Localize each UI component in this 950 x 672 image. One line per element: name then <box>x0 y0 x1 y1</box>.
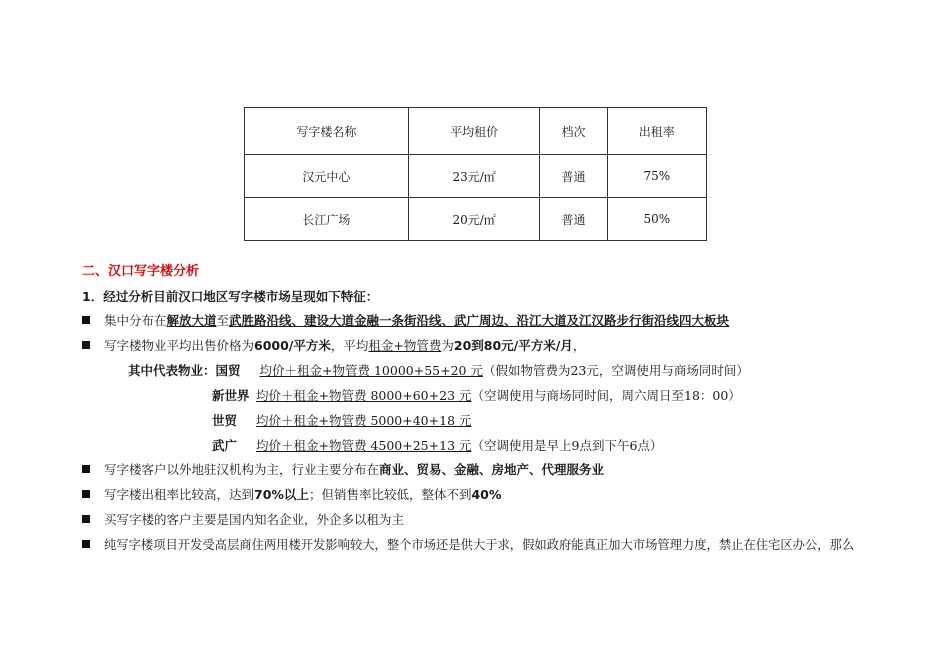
office-rent-table <box>244 107 707 241</box>
bullet-emphasis: 40% <box>471 487 502 502</box>
bullet-emphasis: 武胜路沿线、建设大道金融一条街沿线、武广周边、沿江大道及江汉路步行街沿线四大板块 <box>229 313 730 328</box>
bullet-distribution <box>82 313 729 329</box>
table-cell: 75% <box>607 155 706 198</box>
property-row <box>212 438 662 454</box>
table-cell: 普通 <box>540 198 607 241</box>
bullet-text: 纯写字楼项目开发受高层商住两用楼开发影响较大，整个市场还是供大于求，假如政府能真正加大市场管理力度，禁止在住宅区办公，那么 <box>104 538 855 552</box>
property-note: （空调使用与商场同时间，周六周日至18：00） <box>471 388 741 403</box>
bullet-text: ；但销售率比较低，整体不到 <box>308 487 472 502</box>
table-cell: 20元/㎡ <box>408 198 540 241</box>
property-formula: 均价＋租金+物管费 4500+25+13 元 <box>256 438 472 453</box>
property-note: （假如物管费为23元，空调使用与商场同时间） <box>482 363 749 378</box>
table-cell: 长江广场 <box>245 198 409 241</box>
bullet-text: ， <box>572 338 586 353</box>
bullet-emphasis: 解放大道 <box>166 313 217 328</box>
table-row <box>245 198 707 241</box>
property-row <box>128 363 749 379</box>
bullet-square-icon <box>82 490 90 498</box>
table-row <box>245 155 707 198</box>
bullet-underline: 租金+物管费 <box>368 338 442 353</box>
section-title: 二、汉口写字楼分析 <box>82 264 200 279</box>
bullet-emphasis: 20到80元/平方米/月 <box>453 338 573 353</box>
bullet-square-icon <box>82 465 90 473</box>
table-header-row <box>245 108 707 155</box>
property-lead: 其中代表物业： <box>128 363 216 378</box>
bullet-emphasis: 商业、贸易、金融、房地产、代理服务业 <box>379 462 605 477</box>
property-row <box>212 388 741 404</box>
property-formula: 均价＋租金+物管费 8000+60+23 元 <box>256 388 472 403</box>
bullet-emphasis: 70%以上 <box>254 487 309 502</box>
property-note: （空调使用是早上9点到下午6点） <box>471 438 663 453</box>
table-cell: 23元/㎡ <box>408 155 540 198</box>
table-cell: 汉元中心 <box>245 155 409 198</box>
bullet-emphasis: 6000/平方米 <box>254 338 331 353</box>
bullet-text: 写字楼出租率比较高，达到 <box>104 487 255 502</box>
property-formula: 均价＋租金+物管费 10000+55+20 元 <box>259 363 483 378</box>
property-name: 国贸 <box>215 363 241 378</box>
intro-line: 1．经过分析目前汉口地区写字楼市场呈现如下特征： <box>82 289 379 304</box>
property-name: 世贸 <box>212 413 238 428</box>
bullet-square-icon <box>82 316 90 324</box>
bullet-text: 写字楼物业平均出售价格为 <box>104 338 255 353</box>
table-header-cell: 写字楼名称 <box>245 108 409 155</box>
table-cell: 普通 <box>540 155 607 198</box>
property-name: 新世界 <box>212 388 250 403</box>
bullet-square-icon <box>82 515 90 523</box>
bullet-text: ，平均 <box>330 338 369 353</box>
bullet-buyers <box>82 512 404 528</box>
bullet-text: 至 <box>216 313 230 328</box>
table-header-cell: 档次 <box>540 108 607 155</box>
bullet-text: 买写字楼的客户主要是国内知名企业，外企多以租为主 <box>104 512 405 527</box>
table-header-cell: 出租率 <box>607 108 706 155</box>
bullet-square-icon <box>82 540 90 548</box>
table-cell: 50% <box>607 198 706 241</box>
bullet-square-icon <box>82 341 90 349</box>
bullet-text: 为 <box>441 338 454 353</box>
property-row <box>212 413 472 429</box>
property-formula: 均价＋租金+物管费 5000+40+18 元 <box>256 413 472 428</box>
bullet-clients <box>82 462 604 478</box>
property-name: 武广 <box>212 438 238 453</box>
bullet-text: 集中分布在 <box>104 313 167 328</box>
bullet-market <box>82 537 854 553</box>
bullet-price <box>82 338 585 354</box>
bullet-occupancy <box>82 487 501 503</box>
bullet-text: 写字楼客户以外地驻汉机构为主，行业主要分布在 <box>104 462 380 477</box>
table-header-cell: 平均租价 <box>408 108 540 155</box>
